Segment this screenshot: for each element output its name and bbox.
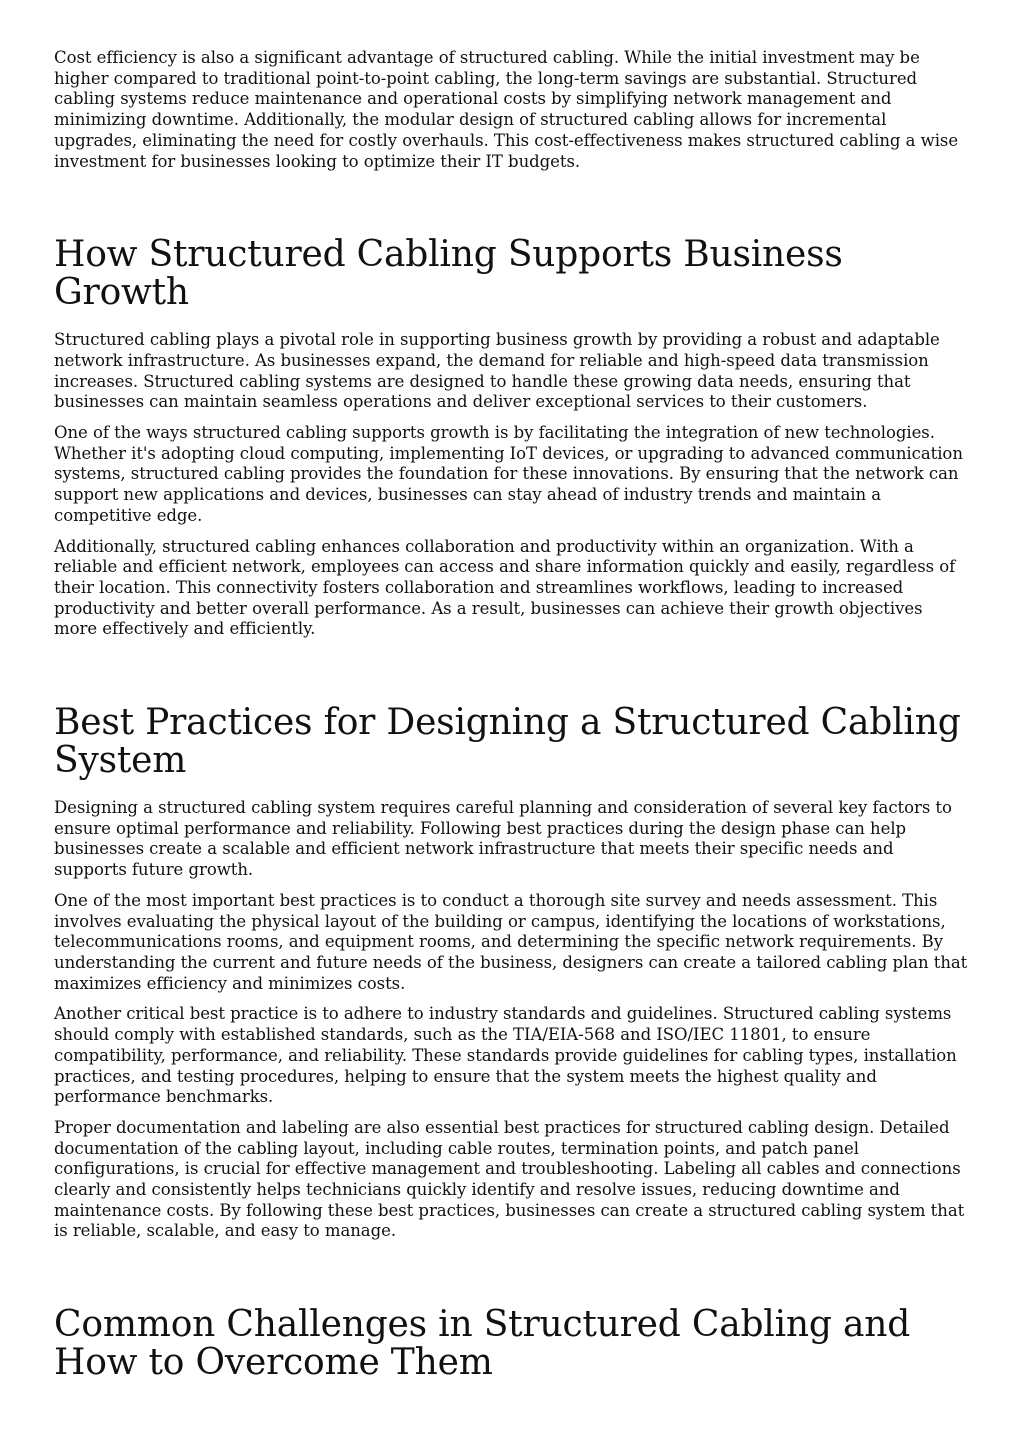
section-spacer [54, 172, 970, 236]
intro-paragraph: Cost efficiency is also a significant advantage of structured cabling. While the initial investment may be higher compared to traditional point-to-point cabling, the long-term savings are substantial. Structured cabling systems reduce maintenance and operational costs by simplifying network management and minimizing downtime. Additionally, the modular design of structured cabling allows for incremental upgrades, eliminating the need for costly overhauls. This cost-effectiveness makes structured cabling a wise investment for businesses looking to optimize their IT budgets. [54, 48, 959, 171]
section-spacer [54, 640, 970, 704]
section-common-challenges [54, 1306, 970, 1382]
section-best-practices [54, 704, 970, 1242]
section-paragraph: One of the ways structured cabling supports growth is by facilitating the integration of new technologies. Whether it's adopting cloud computing, implementing IoT devices, or upgrading to advanced communication systems, structured cabling provides the foundation for these innovations. By ensuring that the network can support new applications and devices, businesses can stay ahead of industry trends and maintain a competitive edge. [54, 423, 963, 525]
section-paragraph: Designing a structured cabling system requires careful planning and consideration of several key factors to ensure optimal performance and reliability. Following best practices during the design phase can help businesses create a scalable and efficient network infrastructure that meets their specific needs and supports future growth. [54, 798, 952, 880]
section-spacer [54, 1242, 970, 1306]
section-heading: Common Challenges in Structured Cabling and How to Overcome Them [54, 1304, 911, 1384]
section-paragraph: One of the most important best practices is to conduct a thorough site survey and needs assessment. This involves evaluating the physical layout of the building or campus, identifying the locations of workstations, telecommunications rooms, and equipment rooms, and determining the specific network requirements. By understanding the current and future needs of the business, designers can create a tailored cabling plan that maximizes efficiency and minimizes costs. [54, 890, 968, 993]
section-paragraph: Additionally, structured cabling enhances collaboration and productivity within an organization. With a reliable and efficient network, employees can access and share information quickly and easily, regardless of their location. This connectivity fosters collaboration and streamlines workflows, leading to increased productivity and better overall performance. As a result, businesses can achieve their growth objectives more effectively and efficiently. [54, 536, 956, 639]
section-paragraph: Proper documentation and labeling are also essential best practices for structured cabling design. Detailed documentation of the cabling layout, including cable routes, termination points, and patch panel configurations, is crucial for effective management and troubleshooting. Labeling all cables and connections clearly and consistently helps technicians quickly identify and resolve issues, reducing downtime and maintenance costs. By following these best practices, businesses can create a structured cabling system that is reliable, scalable, and easy to manage. [54, 1117, 965, 1241]
section-business-growth [54, 236, 970, 640]
section-paragraph: Structured cabling plays a pivotal role in supporting business growth by providing a robust and adaptable network infrastructure. As businesses expand, the demand for reliable and high-speed data transmission increases. Structured cabling systems are designed to handle these growing data needs, ensuring that businesses can maintain seamless operations and deliver exceptional services to their customers. [54, 330, 940, 412]
section-heading: Best Practices for Designing a Structured Cabling System [54, 702, 961, 782]
section-paragraph: Another critical best practice is to adhere to industry standards and guidelines. Structured cabling systems should comply with established standards, such as the TIA/EIA-568 and ISO/IEC 11801, to ensure compatibility, performance, and reliability. These standards provide guidelines for cabling types, installation practices, and testing procedures, helping to ensure that the system meets the highest quality and performance benchmarks. [54, 1004, 957, 1107]
section-heading: How Structured Cabling Supports Business Growth [54, 234, 843, 314]
